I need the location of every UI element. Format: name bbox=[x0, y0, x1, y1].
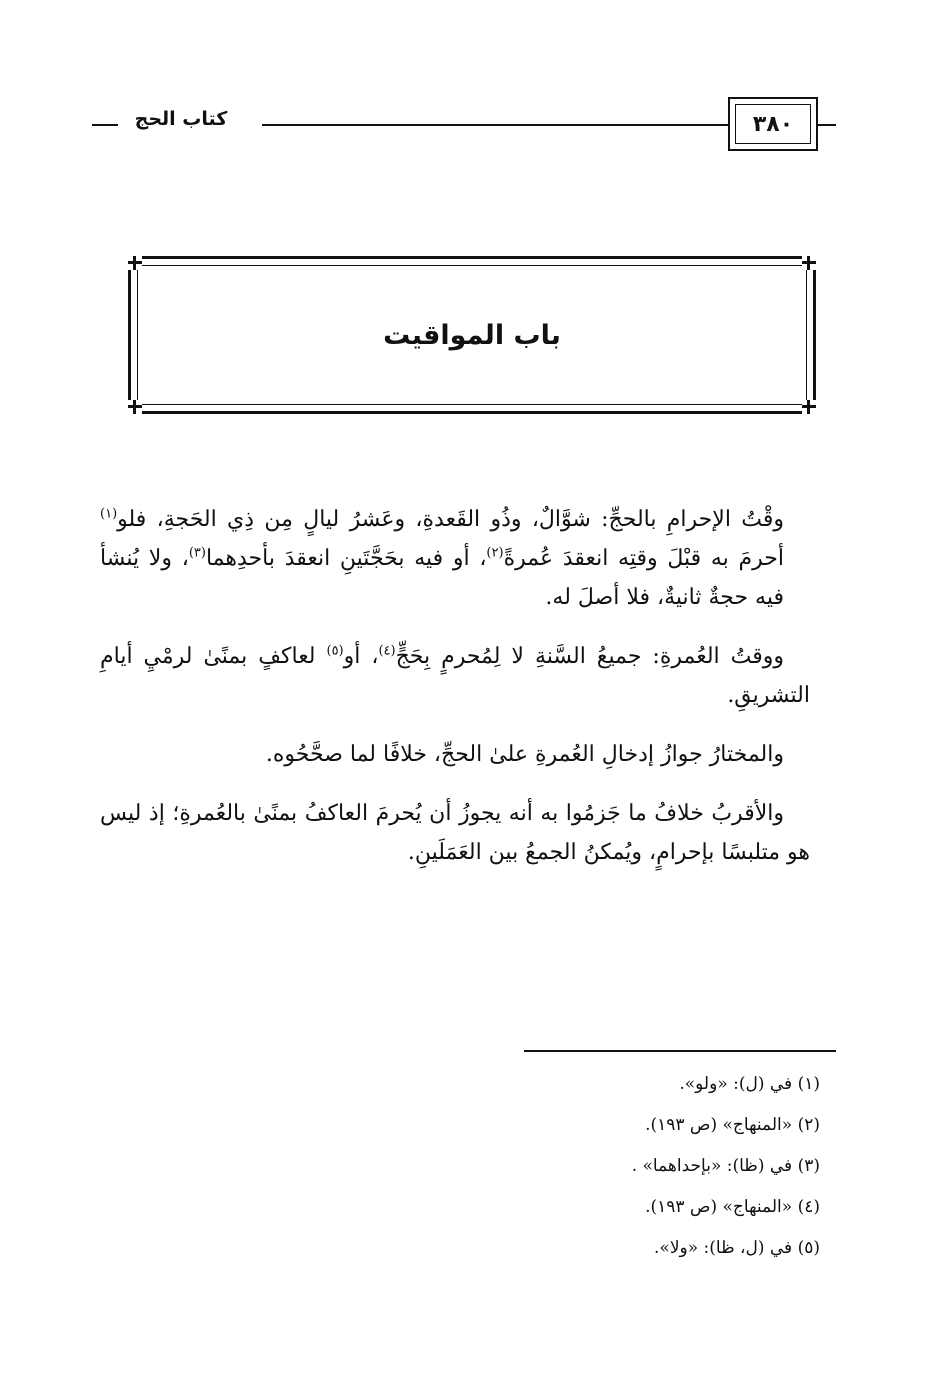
footnote-ref-4: (٤) bbox=[378, 643, 396, 659]
header-rule-left bbox=[92, 124, 118, 126]
running-header-title: كتاب الحج bbox=[134, 108, 228, 130]
footnote-2: (٢) «المنهاج» (ص ١٩٣). bbox=[645, 1115, 820, 1135]
paragraph-1-text-c: ، أو فيه بحَجَّتَينِ انعقدَ بأحدِهما bbox=[205, 546, 487, 571]
chapter-title-frame bbox=[128, 256, 816, 414]
paragraph-4: والأقربُ خلافُ ما جَزمُوا به أنه يجوزُ أن يُحرمَ العاكفُ بمنًىٰ بالعُمرةِ؛ إذ ليس هو متلبسًا بإحرامٍ، ويُمكنُ الجمعُ بين العَمَلَينِ. bbox=[100, 801, 810, 865]
chapter-title: باب المواقيت bbox=[383, 319, 561, 351]
footnote-ref-5: (٥) bbox=[326, 643, 344, 659]
paragraph-2-text-c: لعاكفٍ بمنًىٰ لرمْيِ أيامِ التشريقِ. bbox=[100, 644, 810, 708]
footnote-3: (٣) في (ظا): «بإحداهما» . bbox=[631, 1156, 820, 1176]
paragraph-1-text-b: أحرمَ به قبْلَ وقتِه انعقدَ عُمرةً bbox=[503, 546, 784, 571]
paragraph-1-text-d: ، ولا يُنشأ فيه حجةٌ ثانيةٌ، فلا أصلَ له. bbox=[100, 546, 784, 610]
header-rule-right bbox=[818, 124, 836, 126]
footnote-separator bbox=[524, 1050, 836, 1052]
paragraph-2-text-b: ، أو bbox=[343, 644, 379, 669]
footnotes bbox=[520, 1064, 820, 1269]
footnote-4: (٤) «المنهاج» (ص ١٩٣). bbox=[645, 1197, 820, 1217]
page-number-frame bbox=[728, 97, 818, 151]
header-rule-middle bbox=[262, 124, 728, 126]
main-text bbox=[100, 500, 810, 892]
footnote-ref-2: (٢) bbox=[486, 545, 504, 561]
paragraph-1 bbox=[100, 500, 784, 617]
page-number: ٣٨٠ bbox=[752, 111, 794, 137]
footnote-1: (١) في (ل): «ولو». bbox=[679, 1074, 820, 1094]
footnote-ref-3: (٣) bbox=[188, 545, 206, 561]
footnote-ref-1: (١) bbox=[100, 506, 118, 522]
paragraph-2 bbox=[100, 637, 810, 715]
paragraph-2-text-a: ووقتُ العُمرةِ: جميعُ السَّنةِ لا لِمُحرمٍ بِحَجٍّ bbox=[395, 644, 784, 669]
footnote-5: (٥) في (ل، ظا): «ولا». bbox=[654, 1238, 820, 1258]
paragraph-3: والمختارُ جوازُ إدخالِ العُمرةِ علىٰ الحجِّ، خلافًا لما صحَّحُوه. bbox=[265, 742, 784, 767]
paragraph-1-text-a: وقْتُ الإحرامِ بالحجِّ: شوَّالٌ، وذُو القَعدةِ، وعَشرُ ليالٍ مِن ذِي الحَجةِ، فلو bbox=[117, 507, 784, 532]
